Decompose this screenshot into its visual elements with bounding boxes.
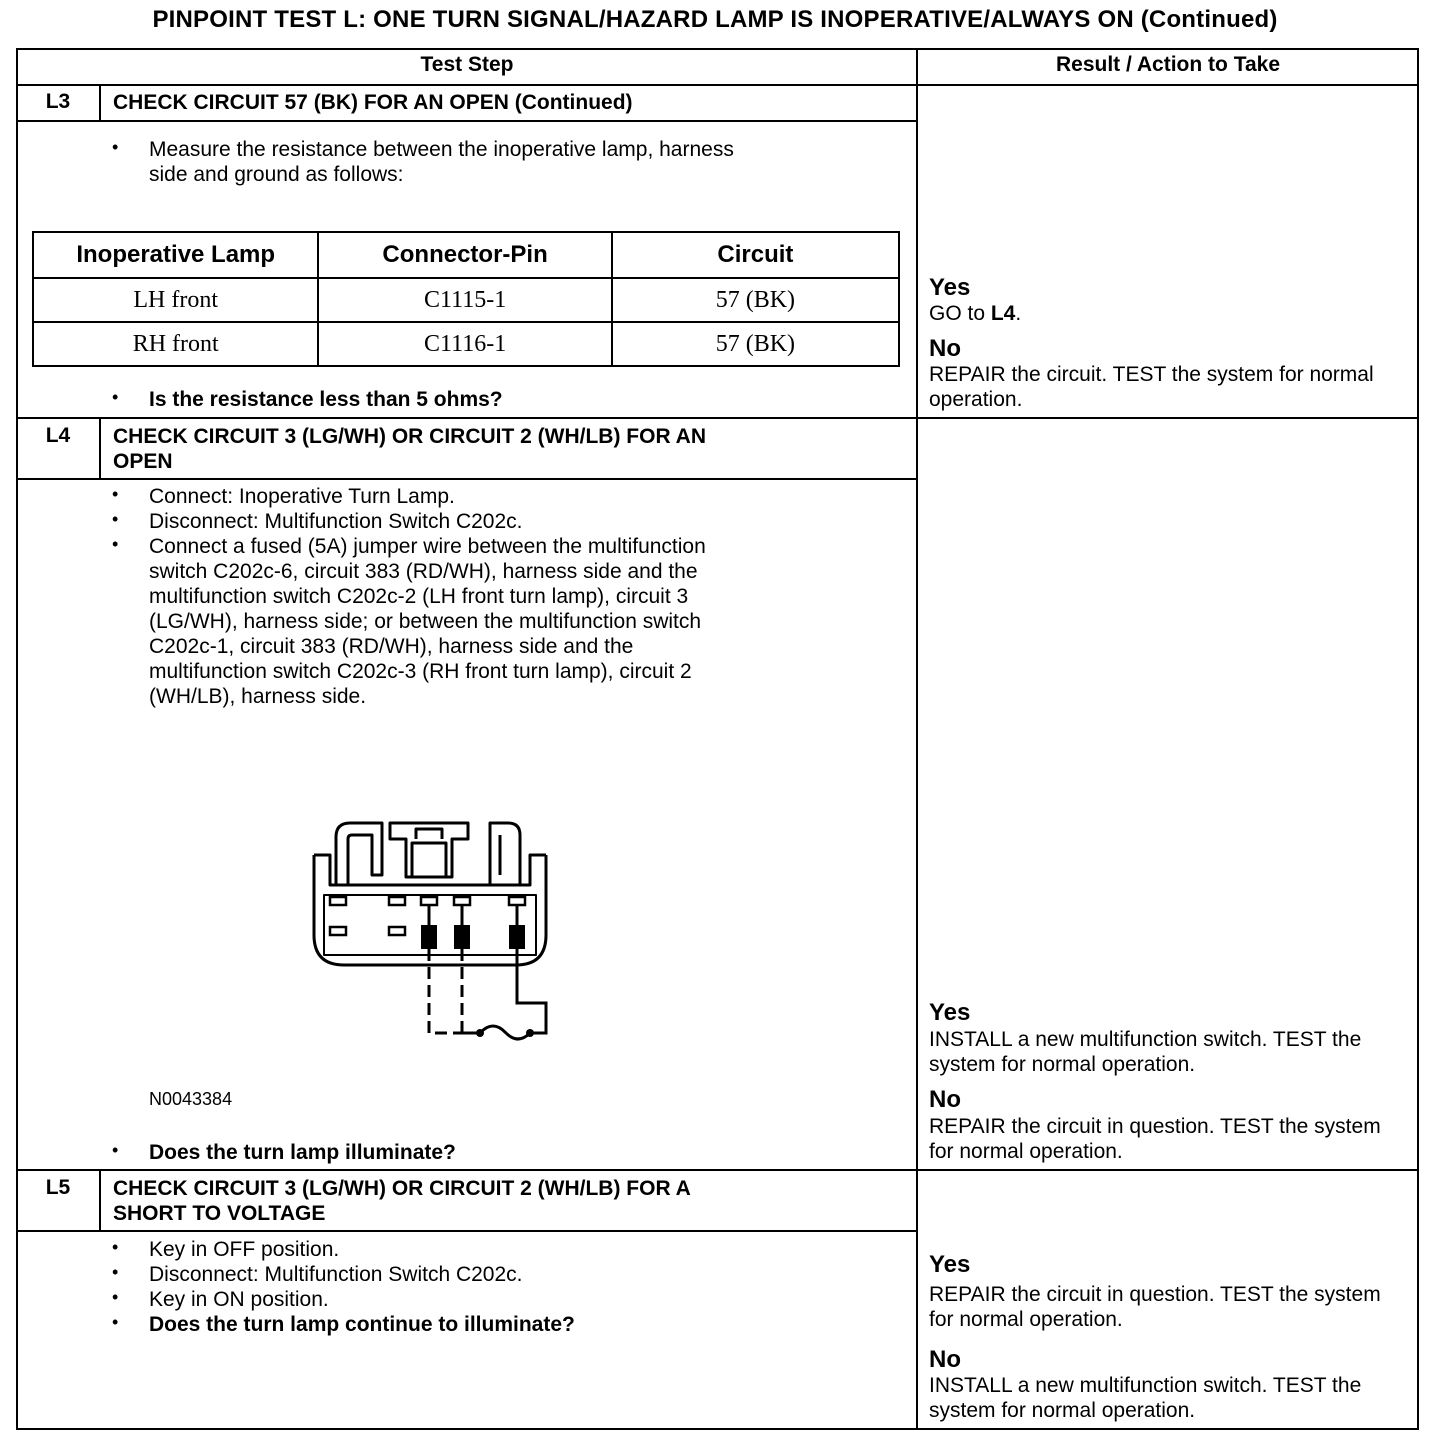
header-divider xyxy=(16,84,1419,86)
l5-no-text: INSTALL a new multifunction switch. TEST the system for normal operation. xyxy=(929,1374,1362,1422)
step-heading-l5-line-1: CHECK CIRCUIT 3 (LG/WH) OR CIRCUIT 2 (WH/LB) FOR A xyxy=(113,1177,691,1200)
l4-instruction-3-line-5: C202c-1, circuit 383 (RD/WH), harness side and the xyxy=(149,635,634,658)
step-id-l3: L3 xyxy=(45,90,71,113)
bullet-icon: • xyxy=(112,1140,119,1160)
step-heading-divider xyxy=(16,478,918,480)
bullet-icon: • xyxy=(112,484,119,504)
step-heading-l4-line-2: OPEN xyxy=(113,450,173,473)
step-id-l4: L4 xyxy=(45,424,71,447)
table-row xyxy=(33,278,899,322)
l3-instruction-line-2: side and ground as follows: xyxy=(149,163,404,186)
l4-yes-label: Yes xyxy=(929,999,971,1026)
table-cell: C1115-1 xyxy=(318,278,611,322)
l5-instruction-2: Disconnect: Multifunction Switch C202c. xyxy=(149,1263,523,1286)
l4-instruction-3-line-3: multifunction switch C202c-2 (LH front turn lamp), circuit 3 xyxy=(149,585,689,608)
l5-instruction-1: Key in OFF position. xyxy=(149,1238,340,1261)
l5-question: Does the turn lamp continue to illuminate? xyxy=(149,1313,575,1336)
step-heading-l5-line-2: SHORT TO VOLTAGE xyxy=(113,1202,326,1225)
figure-code: N0043384 xyxy=(149,1089,233,1109)
step-heading-divider xyxy=(16,1230,918,1232)
page-title: PINPOINT TEST L: ONE TURN SIGNAL/HAZARD LAMP IS INOPERATIVE/ALWAYS ON (Continued) xyxy=(152,6,1278,33)
table-cell: 57 (BK) xyxy=(612,278,899,322)
column-header-circuit: Circuit xyxy=(612,232,899,278)
l4-instruction-3-line-6: multifunction switch C202c-3 (RH front turn lamp), circuit 2 xyxy=(149,660,692,683)
l5-yes-text: REPAIR the circuit in question. TEST the system for normal operation. xyxy=(929,1283,1381,1331)
step-id-divider xyxy=(99,417,101,479)
l3-no-text: REPAIR the circuit. TEST the system for normal operation. xyxy=(929,363,1374,411)
goto-step-ref: L4 xyxy=(990,302,1016,325)
step-heading-l4-line-1: CHECK CIRCUIT 3 (LG/WH) OR CIRCUIT 2 (WH/LB) FOR AN xyxy=(113,425,707,448)
l4-question: Does the turn lamp illuminate? xyxy=(149,1141,456,1164)
step-id-divider xyxy=(99,1169,101,1231)
l4-instruction-2: Disconnect: Multifunction Switch C202c. xyxy=(149,510,523,533)
l4-instruction-3-line-2: switch C202c-6, circuit 383 (RD/WH), harness side and the xyxy=(149,560,698,583)
step-id-l5: L5 xyxy=(45,1176,71,1199)
l3-question: Is the resistance less than 5 ohms? xyxy=(149,388,503,411)
bullet-icon: • xyxy=(112,1287,119,1307)
column-header-connector-pin: Connector-Pin xyxy=(318,232,611,278)
step-heading-l3: CHECK CIRCUIT 57 (BK) FOR AN OPEN (Continued) xyxy=(113,91,633,114)
l4-instruction-1: Connect: Inoperative Turn Lamp. xyxy=(149,485,455,508)
bullet-icon: • xyxy=(112,1237,119,1257)
bullet-icon: • xyxy=(112,1312,119,1332)
table-row xyxy=(33,322,899,366)
l3-no-label: No xyxy=(929,335,961,362)
l4-yes-text: INSTALL a new multifunction switch. TEST the system for normal operation. xyxy=(929,1028,1362,1076)
l5-no-label: No xyxy=(929,1346,961,1373)
l4-instruction-3-line-4: (LG/WH), harness side; or between the multifunction switch xyxy=(149,610,702,633)
table-cell: RH front xyxy=(33,322,318,366)
bullet-icon: • xyxy=(112,509,119,529)
step-divider xyxy=(16,417,1419,419)
connector-diagram xyxy=(300,815,560,1045)
bullet-icon: • xyxy=(112,137,119,157)
bullet-icon: • xyxy=(112,387,119,407)
bullet-icon: • xyxy=(112,534,119,554)
table-cell: C1116-1 xyxy=(318,322,611,366)
l4-no-label: No xyxy=(929,1086,961,1113)
l3-instruction-line-1: Measure the resistance between the inoperative lamp, harness xyxy=(149,138,734,161)
table-cell: LH front xyxy=(33,278,318,322)
table-cell: 57 (BK) xyxy=(612,322,899,366)
l3-yes-label: Yes xyxy=(929,274,971,301)
l5-instruction-3: Key in ON position. xyxy=(149,1288,329,1311)
header-result-action: Result / Action to Take xyxy=(1055,53,1281,76)
step-id-divider xyxy=(99,84,101,121)
measurement-table xyxy=(32,231,900,367)
l4-no-text: REPAIR the circuit in question. TEST the system for normal operation. xyxy=(929,1115,1381,1163)
step-divider xyxy=(16,1169,1419,1171)
column-header-lamp: Inoperative Lamp xyxy=(33,232,318,278)
l4-instruction-3-line-1: Connect a fused (5A) jumper wire between the multifunction xyxy=(149,535,706,558)
l4-instruction-3-line-7: (WH/LB), harness side. xyxy=(149,685,367,708)
header-test-step: Test Step xyxy=(420,53,514,76)
column-divider xyxy=(916,48,918,1430)
bullet-icon: • xyxy=(112,1262,119,1282)
l5-yes-label: Yes xyxy=(929,1251,971,1278)
step-heading-divider xyxy=(16,120,918,122)
l3-yes-text: GO to L4. xyxy=(929,302,1022,325)
